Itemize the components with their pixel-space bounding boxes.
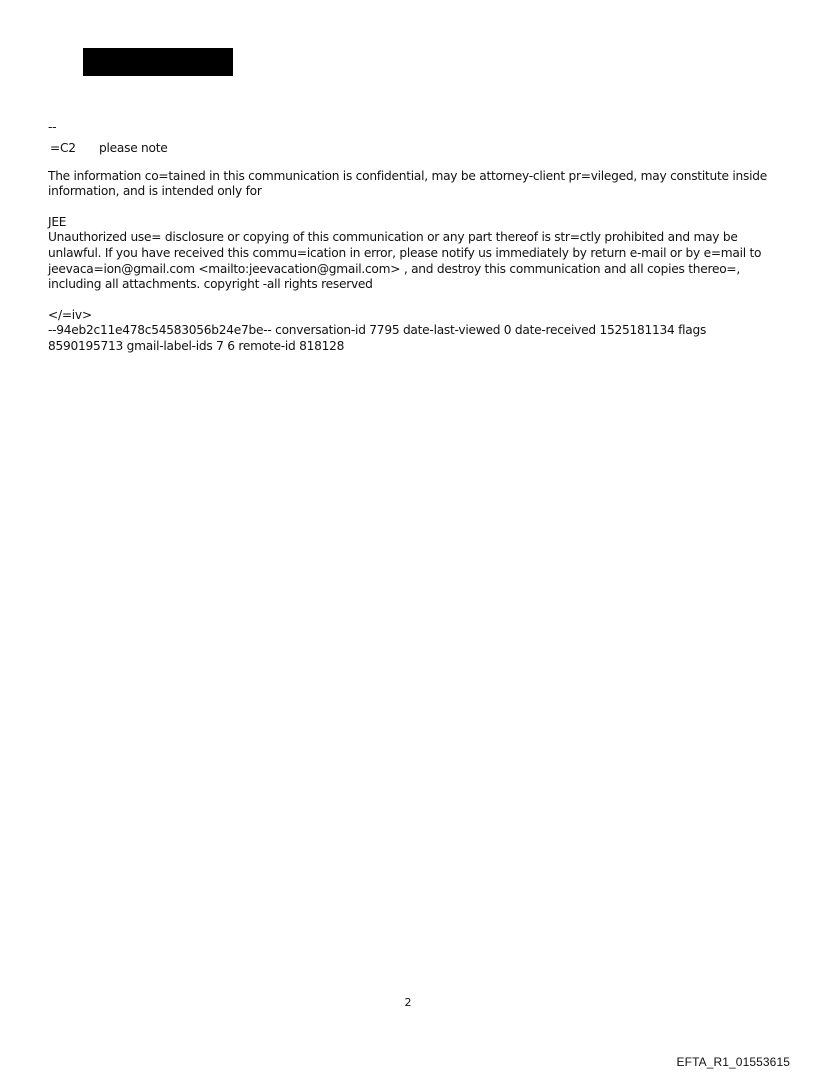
redaction-block <box>83 48 233 76</box>
confidentiality-notice: The information co=tained in this communication is confidential, may be attorney-client pr=vileged, may constitute inside information, and is intended only for <box>48 168 767 199</box>
email-body <box>48 120 778 355</box>
note-text: please note <box>99 141 168 155</box>
note-code: =C2 <box>50 141 76 155</box>
separator-dashes: -- <box>48 120 57 134</box>
note-line <box>48 141 778 157</box>
page-number: 2 <box>404 996 412 1009</box>
unauthorized-use-notice: Unauthorized use= disclosure or copying of this communication or any part thereof is str=ctly prohibited and may be unlawful. If you have received this commu=ication in error, please notify us immediately by return e-mail or by e=mail to jeevaca=ion@gmail.com <mailto:jeevacation@gmail.com> , and destroy this communication and all copies thereo=, including all attachments. copyright -all rights reserved <box>48 230 762 292</box>
message-metadata: --94eb2c11e478c54583056b24e7be-- conversation-id 7795 date-last-viewed 0 date-received 1525181134 flags 8590195713 gmail-label-ids 7 6 remote-id 818128 <box>48 323 707 353</box>
recipient-tag: JEE <box>48 214 67 229</box>
closing-tag: </=iv> <box>48 307 92 322</box>
bates-number: EFTA_R1_01553615 <box>676 1055 790 1069</box>
